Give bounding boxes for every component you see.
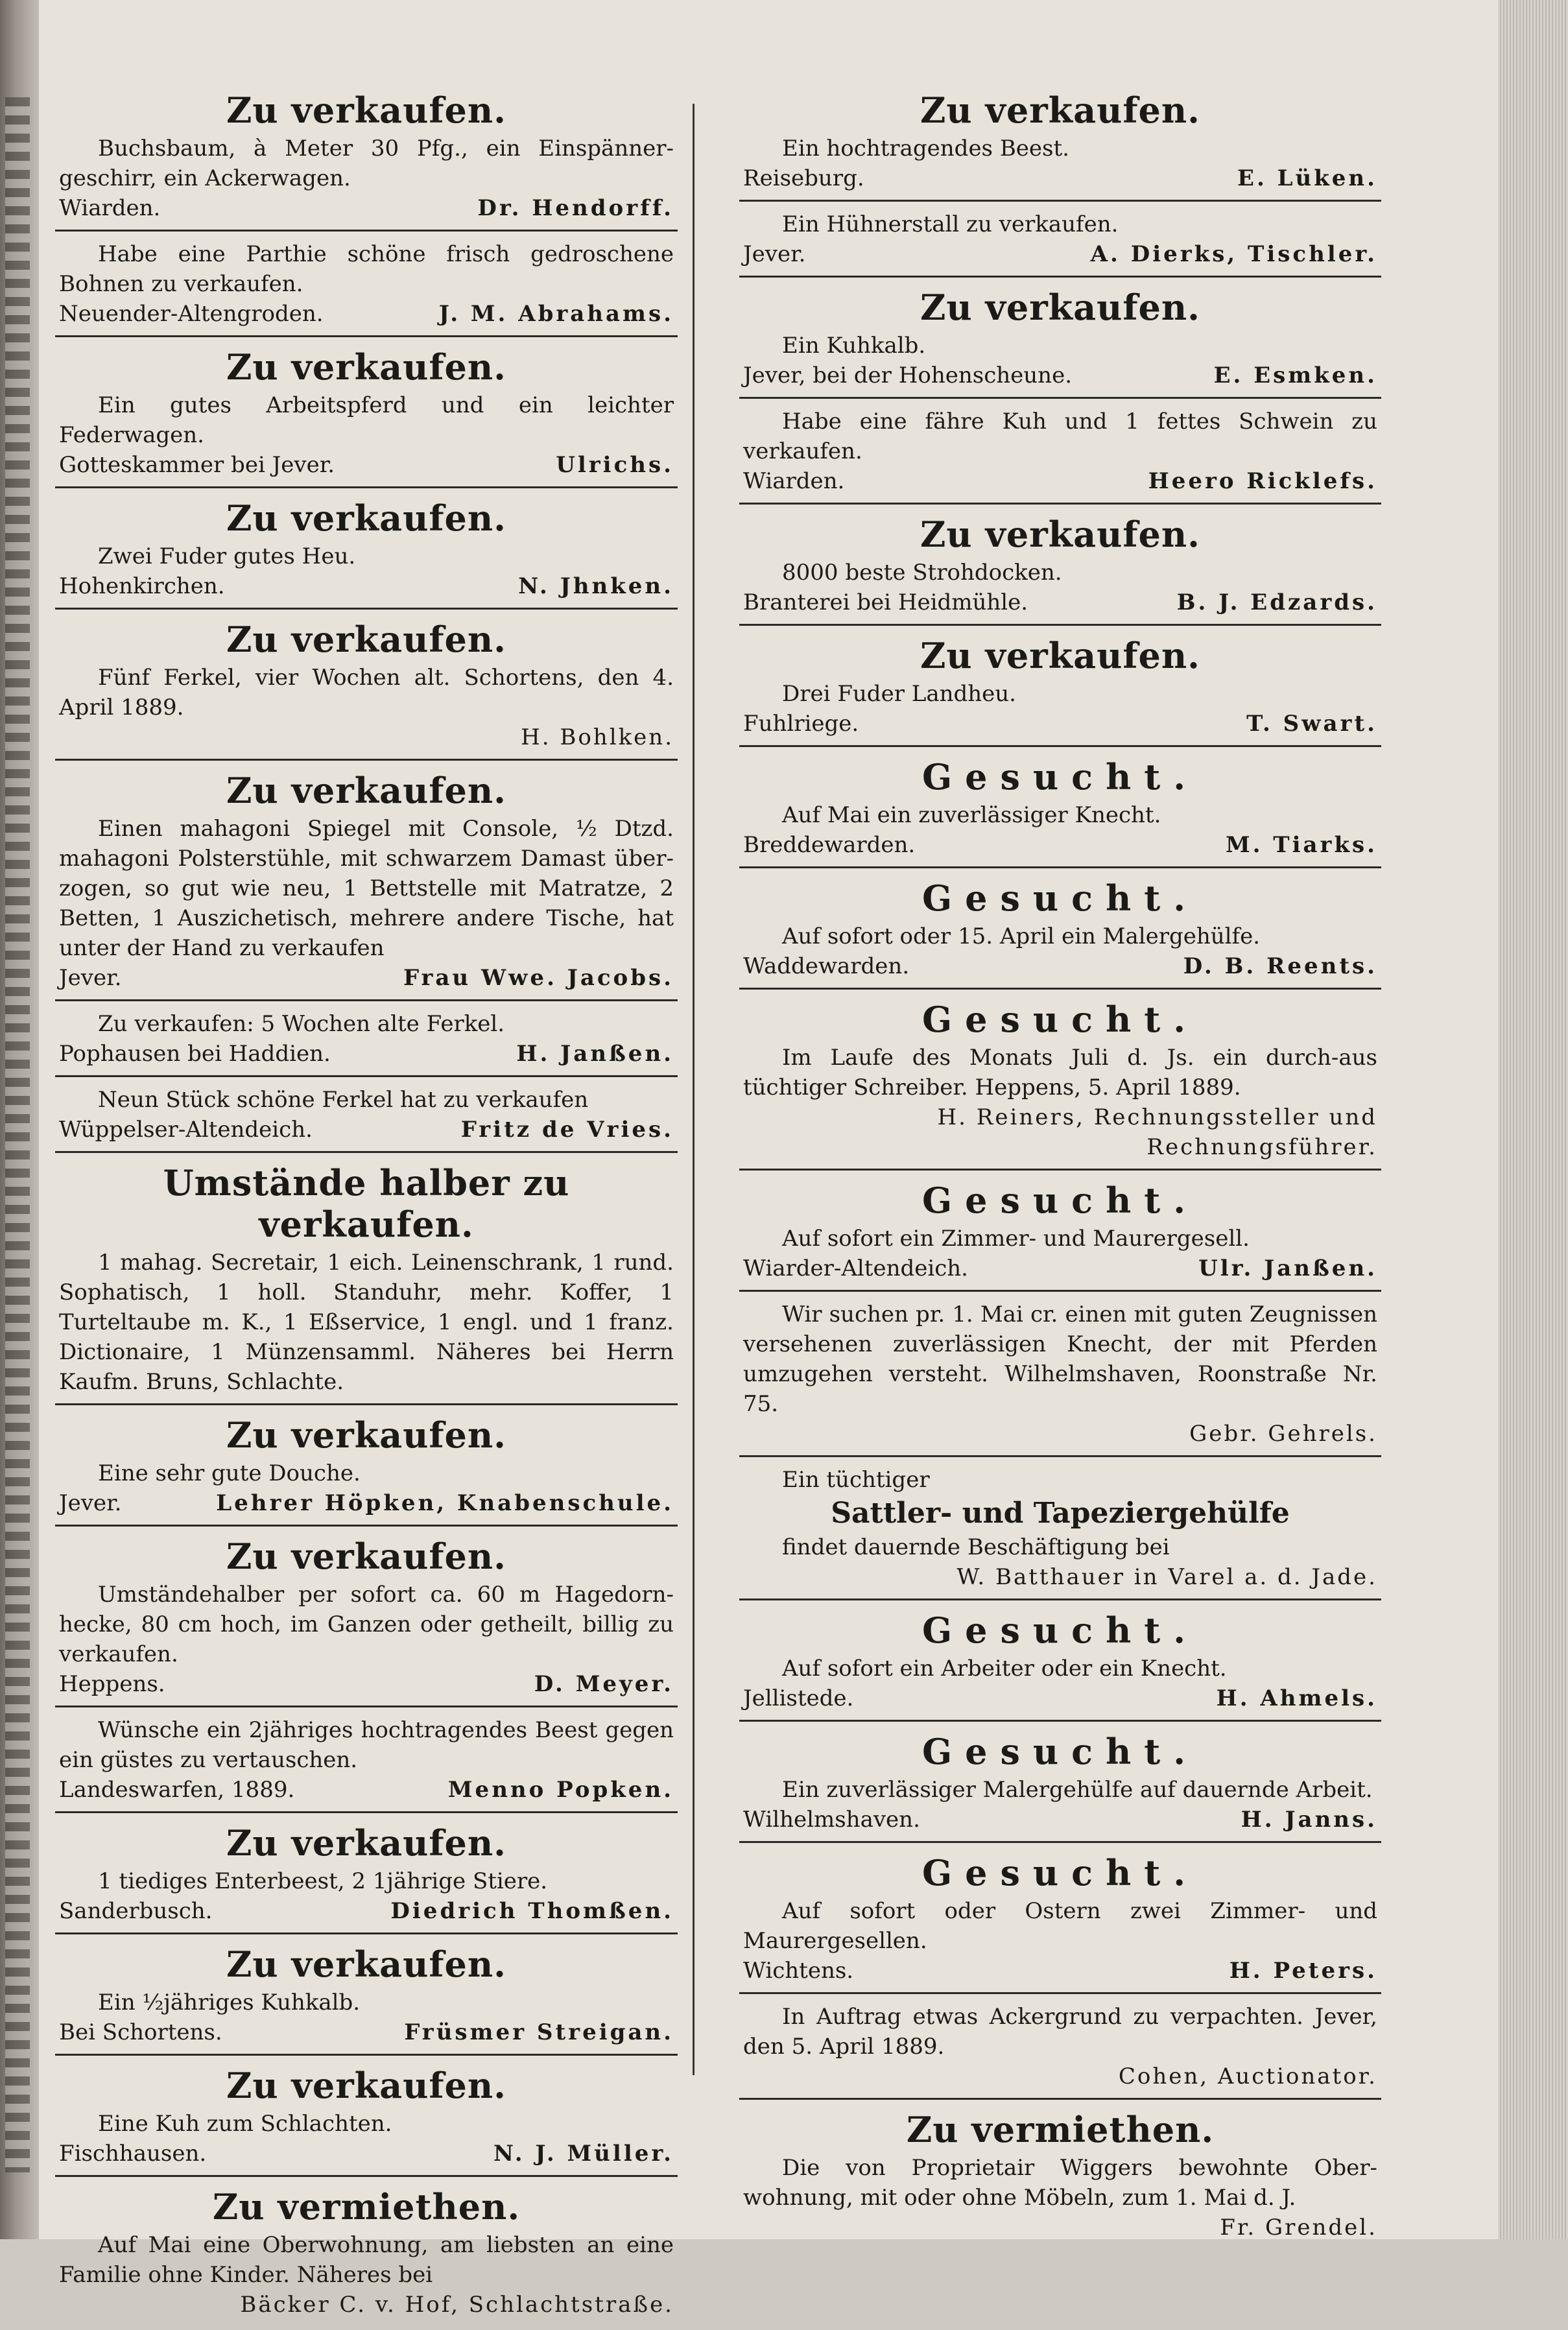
- ad-place: Jever.: [59, 1490, 122, 1516]
- ad-signature: [743, 1683, 1377, 1713]
- ad-heading: Zu verkaufen.: [226, 1822, 506, 1864]
- ad-body: Drei Fuder Landheu.: [782, 681, 1016, 707]
- ad-body: Eine Kuh zum Schlachten.: [98, 2111, 392, 2137]
- advertisement: [55, 1081, 678, 1153]
- ad-name: Cohen, Auctionator.: [1118, 2063, 1377, 2089]
- advertisement: [55, 235, 678, 337]
- ad-place: Pophausen bei Haddien.: [59, 1041, 331, 1067]
- ad-signature: [743, 239, 1377, 269]
- ad-heading: Gesucht.: [921, 999, 1199, 1040]
- advertisement: [739, 1296, 1381, 1457]
- ad-body: Zu verkaufen: 5 Wochen alte Ferkel.: [98, 1011, 505, 1037]
- advertisement: [55, 492, 678, 610]
- ad-heading: Zu verkaufen.: [920, 635, 1200, 676]
- ad-heading: Zu verkaufen.: [226, 1536, 506, 1577]
- ad-heading: Umstände halber zu verkaufen.: [163, 1162, 570, 1245]
- ad-signature: [59, 2017, 674, 2047]
- ad-place: Wiarden.: [743, 468, 845, 494]
- ad-name: D. B. Reents.: [1183, 953, 1377, 979]
- ad-heading: Zu verkaufen.: [226, 619, 506, 660]
- ad-body: Auf sofort oder 15. April ein Malergehülfe.: [782, 923, 1261, 949]
- ad-heading: Zu verkaufen.: [226, 1944, 506, 1985]
- ad-place: Heppens.: [59, 1671, 165, 1697]
- ad-heading: Gesucht.: [921, 1180, 1199, 1221]
- advertisement: [55, 1817, 678, 1934]
- ad-heading: Zu verkaufen.: [226, 2065, 506, 2106]
- ad-name: J. M. Abrahams.: [438, 301, 674, 327]
- ad-name: Fr. Grendel.: [1220, 2215, 1377, 2241]
- ad-body-continued: findet dauernde Beschäftigung bei: [782, 1534, 1170, 1560]
- ad-body: Ein ½jähriges Kuhkalb.: [98, 1990, 361, 2015]
- ad-heading: Zu verkaufen.: [920, 287, 1200, 328]
- ad-place: Breddewarden.: [743, 832, 916, 858]
- ad-place: Jever, bei der Hohenscheune.: [743, 363, 1072, 388]
- ad-heading: Gesucht.: [921, 756, 1199, 798]
- ad-signature: [59, 193, 674, 223]
- ad-heading: Zu vermiethen.: [906, 2109, 1215, 2150]
- ad-place: Fuhlriege.: [743, 711, 859, 737]
- binding-pattern: [5, 97, 30, 2172]
- ad-name: Fritz de Vries.: [460, 1117, 674, 1143]
- ad-body: Eine sehr gute Douche.: [98, 1460, 361, 1486]
- ad-heading: Zu vermiethen.: [212, 2186, 521, 2228]
- ad-place: Wichtens.: [743, 1958, 854, 1984]
- ad-signature: [743, 588, 1377, 617]
- ad-heading: Gesucht.: [921, 877, 1199, 919]
- ad-body: Ein hochtragendes Beest.: [782, 136, 1069, 161]
- ad-body: Im Laufe des Monats Juli d. Js. ein durch-aus tüchtiger Schreiber. Heppens, 5. April 1889.: [743, 1045, 1377, 1100]
- ad-body: Ein Hühnerstall zu verkaufen.: [782, 211, 1119, 237]
- advertisement: [739, 2104, 1381, 2249]
- ad-body: Zwei Fuder gutes Heu.: [98, 543, 356, 569]
- ad-body: Ein tüchtiger: [782, 1467, 930, 1493]
- ad-body: 1 tiediges Enterbeest, 2 1jährige Stiere.: [98, 1868, 548, 1894]
- ad-name: H. Ahmels.: [1216, 1685, 1377, 1711]
- ad-body: Die von Proprietair Wiggers bewohnte Ober-wohnung, mit oder ohne Möbeln, zum 1. Mai d. J.: [743, 2155, 1377, 2211]
- ad-body: Auf Mai ein zuverlässiger Knecht.: [782, 802, 1161, 828]
- ad-place: Reiseburg.: [743, 165, 864, 191]
- ad-signature: [59, 571, 674, 601]
- ad-body: Umständehalber per sofort ca. 60 m Hagedorn-hecke, 80 cm hoch, im Ganzen oder getheilt, billig zu verkaufen.: [59, 1582, 674, 1667]
- ad-name: Gebr. Gehrels.: [1189, 1421, 1377, 1447]
- ad-name: Früsmer Streigan.: [404, 2019, 674, 2045]
- ad-signature: [59, 1039, 674, 1069]
- ad-signature: [59, 1488, 674, 1518]
- ad-signature: [59, 299, 674, 329]
- ad-signature: [743, 361, 1377, 390]
- ad-name: Menno Popken.: [447, 1777, 674, 1803]
- ad-name: E. Lüken.: [1237, 165, 1377, 191]
- advertisement: [55, 341, 678, 488]
- advertisement: [739, 1461, 1381, 1600]
- ad-name: H. Peters.: [1229, 1958, 1377, 1984]
- right-column: [739, 84, 1381, 2253]
- ad-highlight: Sattler- und Tapeziergehülfe: [831, 1497, 1290, 1530]
- ad-signature: [743, 830, 1377, 860]
- ad-place: Fischhausen.: [59, 2141, 207, 2167]
- ad-signature: [743, 466, 1377, 496]
- advertisement: [55, 1530, 678, 1707]
- ad-place: Jellistede.: [743, 1685, 854, 1711]
- ad-heading: Zu verkaufen.: [226, 770, 506, 811]
- ad-signature: [743, 1254, 1377, 1283]
- ad-name: Bäcker C. v. Hof, Schlachtstraße.: [240, 2292, 674, 2318]
- ad-signature: [59, 1775, 674, 1805]
- advertisement: [55, 1938, 678, 2056]
- ad-body: In Auftrag etwas Ackergrund zu verpachten. Jever, den 5. April 1889.: [743, 2004, 1377, 2060]
- advertisement: [739, 993, 1381, 1171]
- advertisement: [739, 1174, 1381, 1292]
- ad-signature: [743, 1956, 1377, 1986]
- ad-name: Ulrichs.: [556, 452, 674, 478]
- ad-heading: Zu verkaufen.: [920, 514, 1200, 555]
- ad-heading: Zu verkaufen.: [920, 89, 1200, 131]
- advertisement: [55, 613, 678, 761]
- ad-heading: Gesucht.: [921, 1852, 1199, 1894]
- ad-body: Auf sofort ein Zimmer- und Maurergesell.: [782, 1226, 1250, 1252]
- ad-name: N. J. Müller.: [493, 2141, 674, 2167]
- column-divider: [693, 104, 695, 2075]
- ad-place: Waddewarden.: [743, 953, 910, 979]
- ad-signature: [743, 163, 1377, 193]
- ad-place: Bei Schortens.: [59, 2019, 222, 2045]
- advertisement: [55, 1711, 678, 1813]
- ad-body: Neun Stück schöne Ferkel hat zu verkaufen: [98, 1087, 589, 1113]
- ad-body: 8000 beste Strohdocken.: [782, 560, 1062, 586]
- ad-body: Auf sofort oder Ostern zwei Zimmer- und Maurergesellen.: [743, 1898, 1377, 1954]
- ad-body: Ein Kuhkalb.: [782, 333, 926, 359]
- advertisement: [739, 1998, 1381, 2100]
- ad-body: Auf sofort ein Arbeiter oder ein Knecht.: [782, 1656, 1227, 1682]
- ad-body: Wir suchen pr. 1. Mai cr. einen mit guten Zeugnissen versehenen zuverlässigen Knecht, der mit Pferden umzugehen versteht. Wilhelmshaven, Roonstraße Nr. 75.: [743, 1302, 1377, 1417]
- ad-name: Diedrich Thomßen.: [390, 1898, 674, 1924]
- ad-name: B. J. Edzards.: [1176, 589, 1377, 615]
- ad-place: Jever.: [59, 965, 122, 991]
- advertisement: [55, 2060, 678, 2177]
- ad-place: Gotteskammer bei Jever.: [59, 452, 335, 478]
- advertisement: [739, 281, 1381, 399]
- ad-name: Heero Ricklefs.: [1148, 468, 1377, 494]
- ad-heading: Gesucht.: [921, 1610, 1199, 1651]
- ad-signature: [743, 951, 1377, 981]
- advertisement: [739, 1604, 1381, 1722]
- advertisement: [739, 1726, 1381, 1843]
- ad-body: Ein gutes Arbeitspferd und ein leichter Federwagen.: [59, 392, 674, 448]
- page-edge: [1498, 0, 1568, 2239]
- ad-place: Wiarder-Altendeich.: [743, 1255, 968, 1281]
- ad-heading: Gesucht.: [921, 1731, 1199, 1772]
- ad-name: D. Meyer.: [534, 1671, 674, 1697]
- ad-place: Jever.: [743, 241, 806, 267]
- ad-name: N. Jhnken.: [518, 573, 674, 599]
- ad-heading: Zu verkaufen.: [226, 1414, 506, 1456]
- ad-heading: Zu verkaufen.: [226, 89, 506, 131]
- ad-name: Dr. Hendorff.: [477, 195, 674, 221]
- ad-signature: [743, 1805, 1377, 1835]
- advertisement: [739, 751, 1381, 868]
- ad-name: H. Janßen.: [516, 1041, 674, 1067]
- ad-signature: [59, 2139, 674, 2169]
- ad-name: Frau Wwe. Jacobs.: [403, 965, 674, 991]
- ad-name: E. Esmken.: [1213, 363, 1377, 388]
- ad-body: Ein zuverlässiger Malergehülfe auf dauernde Arbeit.: [782, 1777, 1373, 1803]
- ad-body: Wünsche ein 2jähriges hochtragendes Beest gegen ein güstes zu vertauschen.: [59, 1717, 674, 1773]
- advertisement: [739, 1847, 1381, 1994]
- advertisement: [739, 630, 1381, 747]
- ad-name: W. Batthauer in Varel a. d. Jade.: [956, 1564, 1377, 1590]
- ad-body: 1 mahag. Secretair, 1 eich. Leinenschrank, 1 rund. Sophatisch, 1 holl. Standuhr, mehr. Koffer, 1 Turteltaube m. K., 1 Eßservice, 1 engl. und 1 franz. Dictionaire, 1 Münzensamml. Näheres bei Herrn Kaufm. Bruns, Schlachte.: [59, 1250, 674, 1395]
- ad-signature: [59, 1115, 674, 1145]
- ad-name: T. Swart.: [1246, 711, 1377, 737]
- ad-heading: Zu verkaufen.: [226, 346, 506, 388]
- ad-place: Wiarden.: [59, 195, 161, 221]
- ad-signature: [59, 1896, 674, 1926]
- ad-body: Auf Mai eine Oberwohnung, am liebsten an eine Familie ohne Kinder. Näheres bei: [59, 2232, 674, 2288]
- ad-place: Branterei bei Heidmühle.: [743, 589, 1028, 615]
- advertisement: [55, 2181, 678, 2326]
- ad-body: Habe eine Parthie schöne frisch gedroschene Bohnen zu verkaufen.: [59, 241, 674, 297]
- advertisement: [55, 1409, 678, 1527]
- ad-name: A. Dierks, Tischler.: [1090, 241, 1377, 267]
- ad-signature: [59, 963, 674, 993]
- ad-name: H. Janns.: [1241, 1807, 1377, 1833]
- advertisement: [739, 403, 1381, 505]
- advertisement: [55, 1157, 678, 1405]
- advertisement: [739, 206, 1381, 278]
- ad-name: Lehrer Höpken, Knabenschule.: [216, 1490, 674, 1516]
- advertisement: [55, 84, 678, 232]
- book-binding: [0, 0, 39, 2239]
- ad-place: Landeswarfen, 1889.: [59, 1777, 295, 1803]
- ad-place: Neuender-Altengroden.: [59, 301, 324, 327]
- ad-place: Wüppelser-Altendeich.: [59, 1117, 313, 1143]
- ad-signature: [743, 709, 1377, 739]
- ad-body: Habe eine fähre Kuh und 1 fettes Schwein zu verkaufen.: [743, 409, 1377, 464]
- ad-signature: [59, 450, 674, 480]
- ad-body: Buchsbaum, à Meter 30 Pfg., ein Einspänner-geschirr, ein Ackerwagen.: [59, 136, 674, 191]
- ad-place: Sanderbusch.: [59, 1898, 213, 1924]
- ad-name: M. Tiarks.: [1225, 832, 1377, 858]
- advertisement: [55, 1005, 678, 1077]
- ad-name: Ulr. Janßen.: [1198, 1255, 1377, 1281]
- advertisement: [739, 872, 1381, 990]
- ad-body: Fünf Ferkel, vier Wochen alt. Schortens, den 4. April 1889.: [59, 665, 674, 720]
- left-column: [55, 84, 678, 2330]
- ad-heading: Zu verkaufen.: [226, 497, 506, 539]
- advertisement: [739, 508, 1381, 626]
- ad-name: H. Reiners, Rechnungssteller und Rechnungsführer.: [937, 1104, 1377, 1160]
- ad-place: Wilhelmshaven.: [743, 1807, 920, 1833]
- ad-place: Hohenkirchen.: [59, 573, 225, 599]
- advertisement: [55, 765, 678, 1001]
- advertisement: [739, 84, 1381, 202]
- ad-name: H. Bohlken.: [521, 724, 674, 750]
- ad-body: Einen mahagoni Spiegel mit Console, ½ Dtzd. mahagoni Polsterstühle, mit schwarzem Damast über-zogen, so gut wie neu, 1 Bettstelle mit Matratze, 2 Betten, 1 Auszichetisch, mehrere andere Tische, hat unter der Hand zu verkaufen: [59, 816, 674, 961]
- ad-signature: [59, 1669, 674, 1699]
